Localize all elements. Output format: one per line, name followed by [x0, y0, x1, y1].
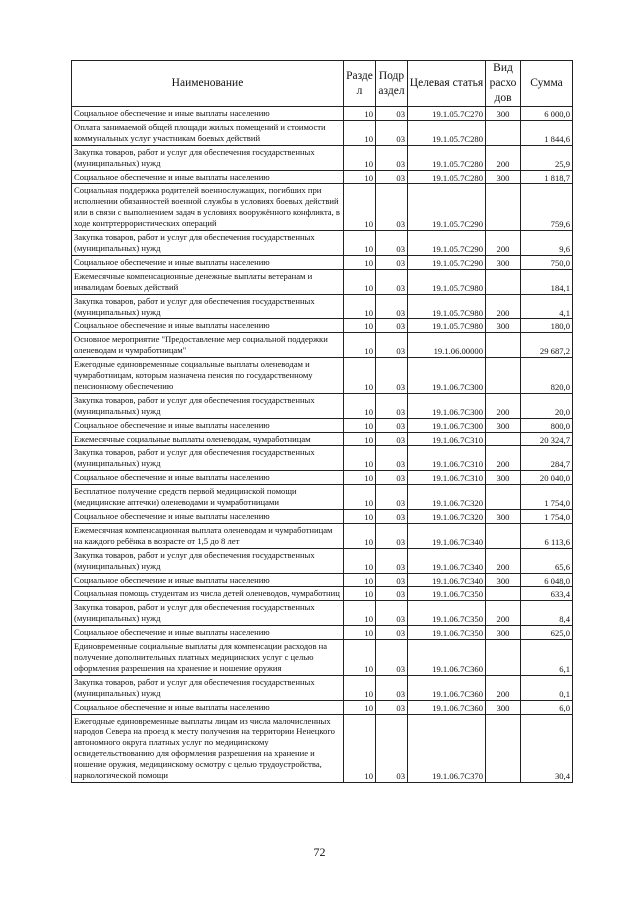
- cell-name: Ежегодные единовременные социальные выплаты оленеводам и чумработницам, которым назначена пенсия по государственному пенсионному обеспечению: [72, 358, 344, 394]
- cell-celevaya-statya: 19.1.06.7С350: [408, 601, 486, 626]
- page-number: 72: [313, 845, 326, 859]
- cell-vid-raskhodov: 200: [486, 548, 521, 573]
- table-row: [72, 640, 573, 676]
- cell-name: Социальное обеспечение и иные выплаты населению: [72, 418, 344, 432]
- cell-vid-raskhodov: [486, 485, 521, 510]
- table-row: [72, 333, 573, 358]
- cell-vid-raskhodov: 200: [486, 393, 521, 418]
- cell-name: Социальное обеспечение и иные выплаты населению: [72, 573, 344, 587]
- cell-podrazdel: 03: [376, 319, 408, 333]
- cell-razdel: 10: [344, 333, 376, 358]
- cell-razdel: 10: [344, 269, 376, 294]
- cell-summa: 65,6: [521, 548, 573, 573]
- cell-vid-raskhodov: 300: [486, 107, 521, 121]
- cell-podrazdel: 03: [376, 601, 408, 626]
- cell-celevaya-statya: 19.1.06.7С310: [408, 471, 486, 485]
- cell-celevaya-statya: 19.1.06.7С360: [408, 700, 486, 714]
- cell-razdel: 10: [344, 170, 376, 184]
- cell-podrazdel: 03: [376, 358, 408, 394]
- cell-vid-raskhodov: 300: [486, 510, 521, 524]
- cell-celevaya-statya: 19.1.05.7С980: [408, 269, 486, 294]
- cell-vid-raskhodov: [486, 523, 521, 548]
- cell-summa: 759,6: [521, 184, 573, 231]
- cell-name: Закупка товаров, работ и услуг для обеспечения государственных (муниципальных) нужд: [72, 393, 344, 418]
- cell-celevaya-statya: 19.1.06.7С320: [408, 485, 486, 510]
- table-row: [72, 255, 573, 269]
- cell-summa: 20,0: [521, 393, 573, 418]
- cell-name: Закупка товаров, работ и услуг для обеспечения государственных (муниципальных) нужд: [72, 446, 344, 471]
- cell-razdel: 10: [344, 319, 376, 333]
- cell-name: Социальное обеспечение и иные выплаты населению: [72, 255, 344, 269]
- cell-name: Бесплатное получение средств первой медицинской помощи (медицинские аптечки) оленеводами и чумработницами: [72, 485, 344, 510]
- cell-podrazdel: 03: [376, 255, 408, 269]
- cell-celevaya-statya: 19.1.06.7С360: [408, 640, 486, 676]
- table-row: [72, 145, 573, 170]
- cell-summa: 25,9: [521, 145, 573, 170]
- cell-celevaya-statya: 19.1.05.7С290: [408, 255, 486, 269]
- cell-summa: 800,0: [521, 418, 573, 432]
- cell-celevaya-statya: 19.1.06.7С300: [408, 393, 486, 418]
- cell-razdel: 10: [344, 700, 376, 714]
- cell-summa: 20 040,0: [521, 471, 573, 485]
- cell-vid-raskhodov: 200: [486, 675, 521, 700]
- cell-podrazdel: 03: [376, 675, 408, 700]
- cell-summa: 8,4: [521, 601, 573, 626]
- cell-summa: 1 844,6: [521, 120, 573, 145]
- cell-razdel: 10: [344, 145, 376, 170]
- cell-razdel: 10: [344, 548, 376, 573]
- table-row: [72, 418, 573, 432]
- cell-vid-raskhodov: 200: [486, 446, 521, 471]
- cell-vid-raskhodov: [486, 432, 521, 446]
- cell-razdel: 10: [344, 626, 376, 640]
- cell-vid-raskhodov: [486, 184, 521, 231]
- cell-name: Закупка товаров, работ и услуг для обеспечения государственных (муниципальных) нужд: [72, 231, 344, 256]
- cell-name: Закупка товаров, работ и услуг для обеспечения государственных (муниципальных) нужд: [72, 548, 344, 573]
- cell-summa: 6,1: [521, 640, 573, 676]
- cell-razdel: 10: [344, 471, 376, 485]
- cell-razdel: 10: [344, 231, 376, 256]
- cell-celevaya-statya: 19.1.06.7С340: [408, 548, 486, 573]
- cell-name: Социальное обеспечение и иные выплаты населению: [72, 700, 344, 714]
- cell-podrazdel: 03: [376, 700, 408, 714]
- table-row: [72, 587, 573, 601]
- cell-vid-raskhodov: 200: [486, 601, 521, 626]
- cell-vid-raskhodov: [486, 333, 521, 358]
- cell-summa: 0,1: [521, 675, 573, 700]
- table-row: [72, 471, 573, 485]
- table-row: [72, 184, 573, 231]
- cell-name: Социальное обеспечение и иные выплаты населению: [72, 319, 344, 333]
- cell-summa: 4,1: [521, 294, 573, 319]
- cell-podrazdel: 03: [376, 640, 408, 676]
- cell-vid-raskhodov: [486, 120, 521, 145]
- cell-vid-raskhodov: 300: [486, 255, 521, 269]
- cell-vid-raskhodov: 300: [486, 573, 521, 587]
- cell-celevaya-statya: 19.1.06.7С310: [408, 446, 486, 471]
- cell-celevaya-statya: 19.1.06.7С300: [408, 358, 486, 394]
- cell-podrazdel: 03: [376, 418, 408, 432]
- cell-podrazdel: 03: [376, 548, 408, 573]
- cell-vid-raskhodov: [486, 587, 521, 601]
- table-row: [72, 231, 573, 256]
- cell-razdel: 10: [344, 587, 376, 601]
- cell-name: Социальное обеспечение и иные выплаты населению: [72, 510, 344, 524]
- cell-podrazdel: 03: [376, 145, 408, 170]
- cell-razdel: 10: [344, 184, 376, 231]
- cell-name: Социальное обеспечение и иные выплаты населению: [72, 471, 344, 485]
- cell-razdel: 10: [344, 446, 376, 471]
- cell-razdel: 10: [344, 107, 376, 121]
- cell-summa: 284,7: [521, 446, 573, 471]
- cell-summa: 9,6: [521, 231, 573, 256]
- cell-summa: 820,0: [521, 358, 573, 394]
- cell-podrazdel: 03: [376, 446, 408, 471]
- cell-podrazdel: 03: [376, 573, 408, 587]
- cell-podrazdel: 03: [376, 294, 408, 319]
- table-row: [72, 446, 573, 471]
- budget-table: [71, 60, 573, 783]
- table-row: [72, 573, 573, 587]
- cell-summa: 20 324,7: [521, 432, 573, 446]
- table-row: [72, 548, 573, 573]
- cell-name: Оплата занимаемой общей площади жилых помещений и стоимости коммунальных услуг участникам боевых действий: [72, 120, 344, 145]
- table-row: [72, 485, 573, 510]
- cell-vid-raskhodov: 300: [486, 170, 521, 184]
- cell-name: Ежемесячная компенсационная выплата оленеводам и чумработницам на каждого ребёнка в возрасте от 1,5 до 8 лет: [72, 523, 344, 548]
- cell-summa: 633,4: [521, 587, 573, 601]
- cell-vid-raskhodov: 300: [486, 626, 521, 640]
- cell-razdel: 10: [344, 485, 376, 510]
- cell-razdel: 10: [344, 573, 376, 587]
- cell-name: Социальное обеспечение и иные выплаты населению: [72, 107, 344, 121]
- header-podrazdel: Подр аздел: [376, 61, 408, 107]
- cell-name: Закупка товаров, работ и услуг для обеспечения государственных (муниципальных) нужд: [72, 145, 344, 170]
- cell-podrazdel: 03: [376, 393, 408, 418]
- cell-celevaya-statya: 19.1.05.7С280: [408, 145, 486, 170]
- cell-celevaya-statya: 19.1.06.7С300: [408, 418, 486, 432]
- cell-summa: 1 818,7: [521, 170, 573, 184]
- cell-podrazdel: 03: [376, 231, 408, 256]
- cell-podrazdel: 03: [376, 170, 408, 184]
- cell-summa: 29 687,2: [521, 333, 573, 358]
- cell-celevaya-statya: 19.1.05.7С290: [408, 184, 486, 231]
- cell-name: Основное мероприятие "Предоставление мер социальной поддержки оленеводам и чумработницам": [72, 333, 344, 358]
- header-name: Наименование: [72, 61, 344, 107]
- cell-vid-raskhodov: 300: [486, 700, 521, 714]
- table-row: [72, 714, 573, 782]
- table-row: [72, 107, 573, 121]
- cell-razdel: 10: [344, 432, 376, 446]
- header-razdel: Разде л: [344, 61, 376, 107]
- cell-podrazdel: 03: [376, 523, 408, 548]
- cell-name: Единовременные социальные выплаты для компенсации расходов на получение дополнительных платных медицинских услуг с целью оформления разрешения на хранение и ношение оружия: [72, 640, 344, 676]
- table-row: [72, 358, 573, 394]
- cell-razdel: 10: [344, 675, 376, 700]
- table-row: [72, 601, 573, 626]
- cell-celevaya-statya: 19.1.06.7С370: [408, 714, 486, 782]
- cell-name: Ежегодные единовременные выплаты лицам из числа малочисленных народов Севера на проезд к месту получения на территории Ненецкого автономного округа платных услуг по медицинскому освидетельствованию для оформления разрешения на хранение и ношение оружия, медицинскому осмотру с целью трудоустройства, наркологической помощи: [72, 714, 344, 782]
- cell-celevaya-statya: 19.1.06.7С360: [408, 675, 486, 700]
- cell-vid-raskhodov: [486, 269, 521, 294]
- cell-podrazdel: 03: [376, 120, 408, 145]
- header-summa: Сумма: [521, 61, 573, 107]
- cell-celevaya-statya: 19.1.05.7С980: [408, 319, 486, 333]
- cell-name: Ежемесячные компенсационные денежные выплаты ветеранам и инвалидам боевых действий: [72, 269, 344, 294]
- cell-summa: 1 754,0: [521, 485, 573, 510]
- cell-razdel: 10: [344, 523, 376, 548]
- cell-podrazdel: 03: [376, 714, 408, 782]
- cell-name: Закупка товаров, работ и услуг для обеспечения государственных (муниципальных) нужд: [72, 294, 344, 319]
- cell-summa: 750,0: [521, 255, 573, 269]
- table-row: [72, 319, 573, 333]
- table-row: [72, 626, 573, 640]
- cell-summa: 6 000,0: [521, 107, 573, 121]
- cell-razdel: 10: [344, 358, 376, 394]
- cell-podrazdel: 03: [376, 626, 408, 640]
- cell-podrazdel: 03: [376, 432, 408, 446]
- table-row: [72, 294, 573, 319]
- cell-razdel: 10: [344, 601, 376, 626]
- table-header-row: [72, 61, 573, 107]
- cell-celevaya-statya: 19.1.05.7С980: [408, 294, 486, 319]
- cell-name: Ежемесячные социальные выплаты оленеводам, чумработницам: [72, 432, 344, 446]
- cell-summa: 6,0: [521, 700, 573, 714]
- cell-name: Социальная поддержка родителей военнослужащих, погибших при исполнении обязанностей военной службы в условиях боевых действий или в связи с выполнением задач в условиях вооружённого конфликта, в ходе контртеррористических операций: [72, 184, 344, 231]
- cell-vid-raskhodov: [486, 640, 521, 676]
- cell-celevaya-statya: 19.1.05.7С280: [408, 120, 486, 145]
- header-celevaya-statya: Целевая статья: [408, 61, 486, 107]
- cell-celevaya-statya: 19.1.05.7С270: [408, 107, 486, 121]
- cell-celevaya-statya: 19.1.06.7С340: [408, 573, 486, 587]
- cell-summa: 6 048,0: [521, 573, 573, 587]
- cell-podrazdel: 03: [376, 333, 408, 358]
- cell-podrazdel: 03: [376, 471, 408, 485]
- cell-celevaya-statya: 19.1.05.7С280: [408, 170, 486, 184]
- cell-razdel: 10: [344, 510, 376, 524]
- cell-name: Социальная помощь студентам из числа детей оленеводов, чумработниц: [72, 587, 344, 601]
- cell-razdel: 10: [344, 714, 376, 782]
- table-row: [72, 700, 573, 714]
- cell-celevaya-statya: 19.1.06.7С350: [408, 587, 486, 601]
- cell-summa: 180,0: [521, 319, 573, 333]
- cell-vid-raskhodov: [486, 358, 521, 394]
- table-row: [72, 170, 573, 184]
- cell-celevaya-statya: 19.1.06.00000: [408, 333, 486, 358]
- cell-summa: 6 113,6: [521, 523, 573, 548]
- cell-celevaya-statya: 19.1.06.7С320: [408, 510, 486, 524]
- cell-podrazdel: 03: [376, 107, 408, 121]
- cell-celevaya-statya: 19.1.06.7С310: [408, 432, 486, 446]
- cell-summa: 1 754,0: [521, 510, 573, 524]
- cell-razdel: 10: [344, 294, 376, 319]
- table-row: [72, 120, 573, 145]
- cell-podrazdel: 03: [376, 510, 408, 524]
- cell-razdel: 10: [344, 393, 376, 418]
- table-row: [72, 523, 573, 548]
- cell-razdel: 10: [344, 120, 376, 145]
- table-row: [72, 675, 573, 700]
- cell-vid-raskhodov: 300: [486, 471, 521, 485]
- table-row: [72, 510, 573, 524]
- cell-vid-raskhodov: 200: [486, 145, 521, 170]
- table-row: [72, 269, 573, 294]
- cell-celevaya-statya: 19.1.05.7С290: [408, 231, 486, 256]
- cell-razdel: 10: [344, 255, 376, 269]
- cell-summa: 30,4: [521, 714, 573, 782]
- table-row: [72, 432, 573, 446]
- cell-vid-raskhodov: 200: [486, 294, 521, 319]
- cell-podrazdel: 03: [376, 269, 408, 294]
- cell-razdel: 10: [344, 418, 376, 432]
- cell-summa: 184,1: [521, 269, 573, 294]
- cell-podrazdel: 03: [376, 587, 408, 601]
- cell-name: Закупка товаров, работ и услуг для обеспечения государственных (муниципальных) нужд: [72, 675, 344, 700]
- cell-name: Социальное обеспечение и иные выплаты населению: [72, 170, 344, 184]
- cell-name: Социальное обеспечение и иные выплаты населению: [72, 626, 344, 640]
- cell-name: Закупка товаров, работ и услуг для обеспечения государственных (муниципальных) нужд: [72, 601, 344, 626]
- cell-vid-raskhodov: [486, 714, 521, 782]
- cell-vid-raskhodov: 200: [486, 231, 521, 256]
- cell-vid-raskhodov: 300: [486, 319, 521, 333]
- cell-celevaya-statya: 19.1.06.7С350: [408, 626, 486, 640]
- cell-razdel: 10: [344, 640, 376, 676]
- header-vid-raskhodov: Вид расхо дов: [486, 61, 521, 107]
- cell-vid-raskhodov: 300: [486, 418, 521, 432]
- cell-podrazdel: 03: [376, 485, 408, 510]
- cell-summa: 625,0: [521, 626, 573, 640]
- cell-celevaya-statya: 19.1.06.7С340: [408, 523, 486, 548]
- table-row: [72, 393, 573, 418]
- cell-podrazdel: 03: [376, 184, 408, 231]
